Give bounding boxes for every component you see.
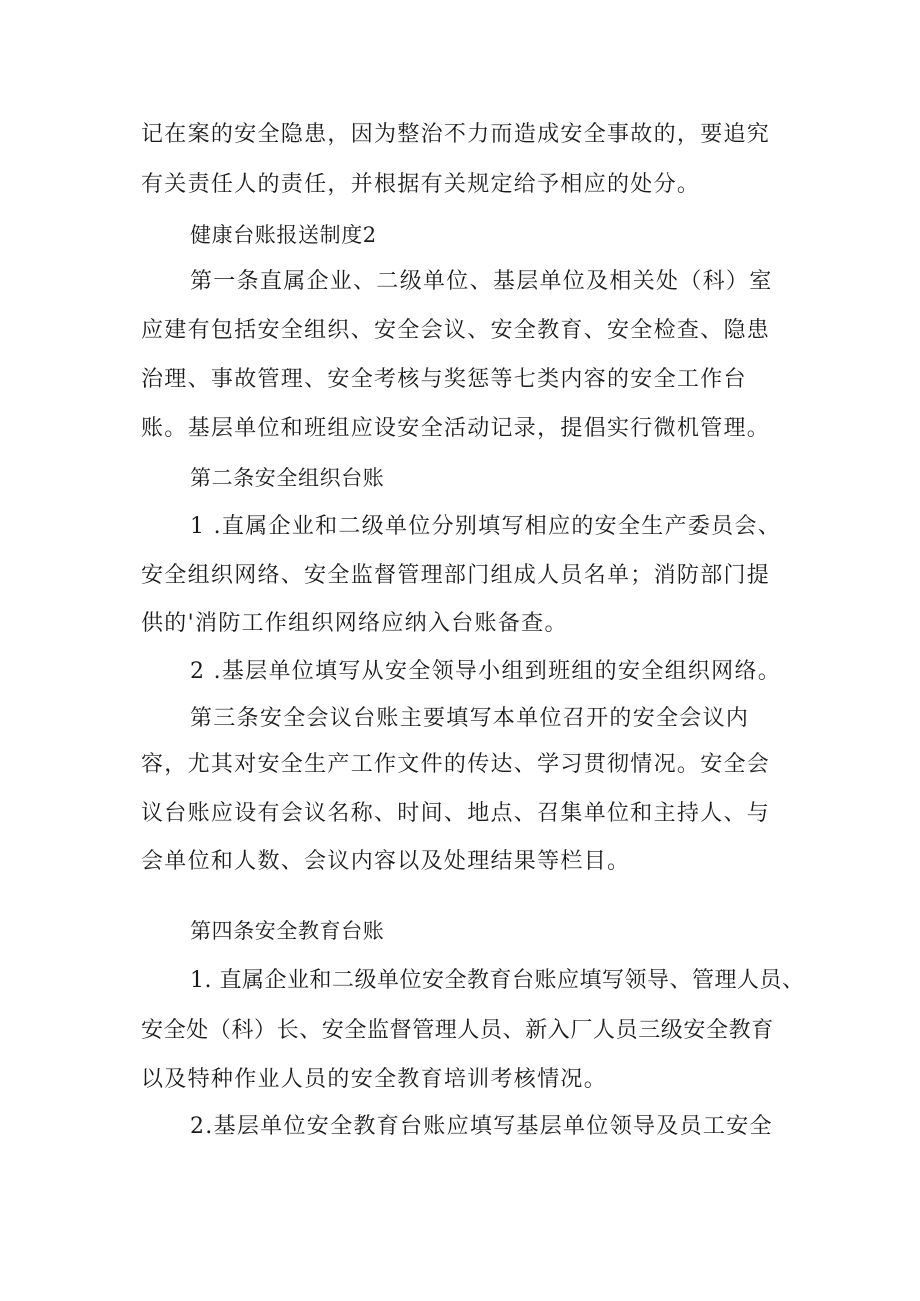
text-line-13: 第三条安全会议台账主要填写本单位召开的安全会议内 xyxy=(190,706,750,731)
text-line-1: 记在案的安全隐患，因为整治不力而造成安全事故的，要追究 xyxy=(141,122,771,147)
text-line-10: 安全组织网络、安全监督管理部门组成人员名单；消防部门提 xyxy=(141,563,771,588)
text-line-7: 账。基层单位和班组应设安全活动记录，提倡实行微机管理。 xyxy=(141,416,771,441)
text-line-6: 治理、事故管理、安全考核与奖惩等七类内容的安全工作台 xyxy=(141,367,747,392)
section-heading-health-ledger: 健康台账报送制度2 xyxy=(190,223,377,247)
article-four-heading: 第四条安全教育台账 xyxy=(190,919,385,943)
text-line-5: 应建有包括安全组织、安全会议、安全教育、安全检查、隐患 xyxy=(141,318,771,343)
text-line-11: 供的'消防工作组织网络应纳入台账备查。 xyxy=(141,611,568,636)
text-line-16: 会单位和人数、会议内容以及处理结果等栏目。 xyxy=(141,849,631,874)
text-line-18: 1. 直属企业和二级单位安全教育台账应填写领导、管理人员、 xyxy=(190,968,805,993)
text-line-12: 2 .基层单位填写从安全领导小组到班组的安全组织网络。 xyxy=(190,659,782,684)
article-two-heading: 第二条安全组织台账 xyxy=(190,466,385,490)
text-line-14: 容，尤其对安全生产工作文件的传达、学习贯彻情况。安全会 xyxy=(141,752,771,777)
text-line-15: 议台账应设有会议名称、时间、地点、召集单位和主持人、与 xyxy=(141,801,771,826)
text-line-2: 有关责任人的责任，并根据有关规定给予相应的处分。 xyxy=(141,172,701,197)
text-line-21: 2.基层单位安全教育台账应填写基层单位领导及员工安全 xyxy=(190,1114,773,1139)
text-line-19: 安全处（科）长、安全监督管理人员、新入厂人员三级安全教育 xyxy=(141,1018,774,1043)
text-line-20: 以及特种作业人员的安全教育培训考核情况。 xyxy=(141,1067,608,1092)
text-line-9: 1 .直属企业和二级单位分别填写相应的安全生产委员会、 xyxy=(190,514,782,539)
text-line-4: 第一条直属企业、二级单位、基层单位及相关处（科）室 xyxy=(190,269,773,294)
